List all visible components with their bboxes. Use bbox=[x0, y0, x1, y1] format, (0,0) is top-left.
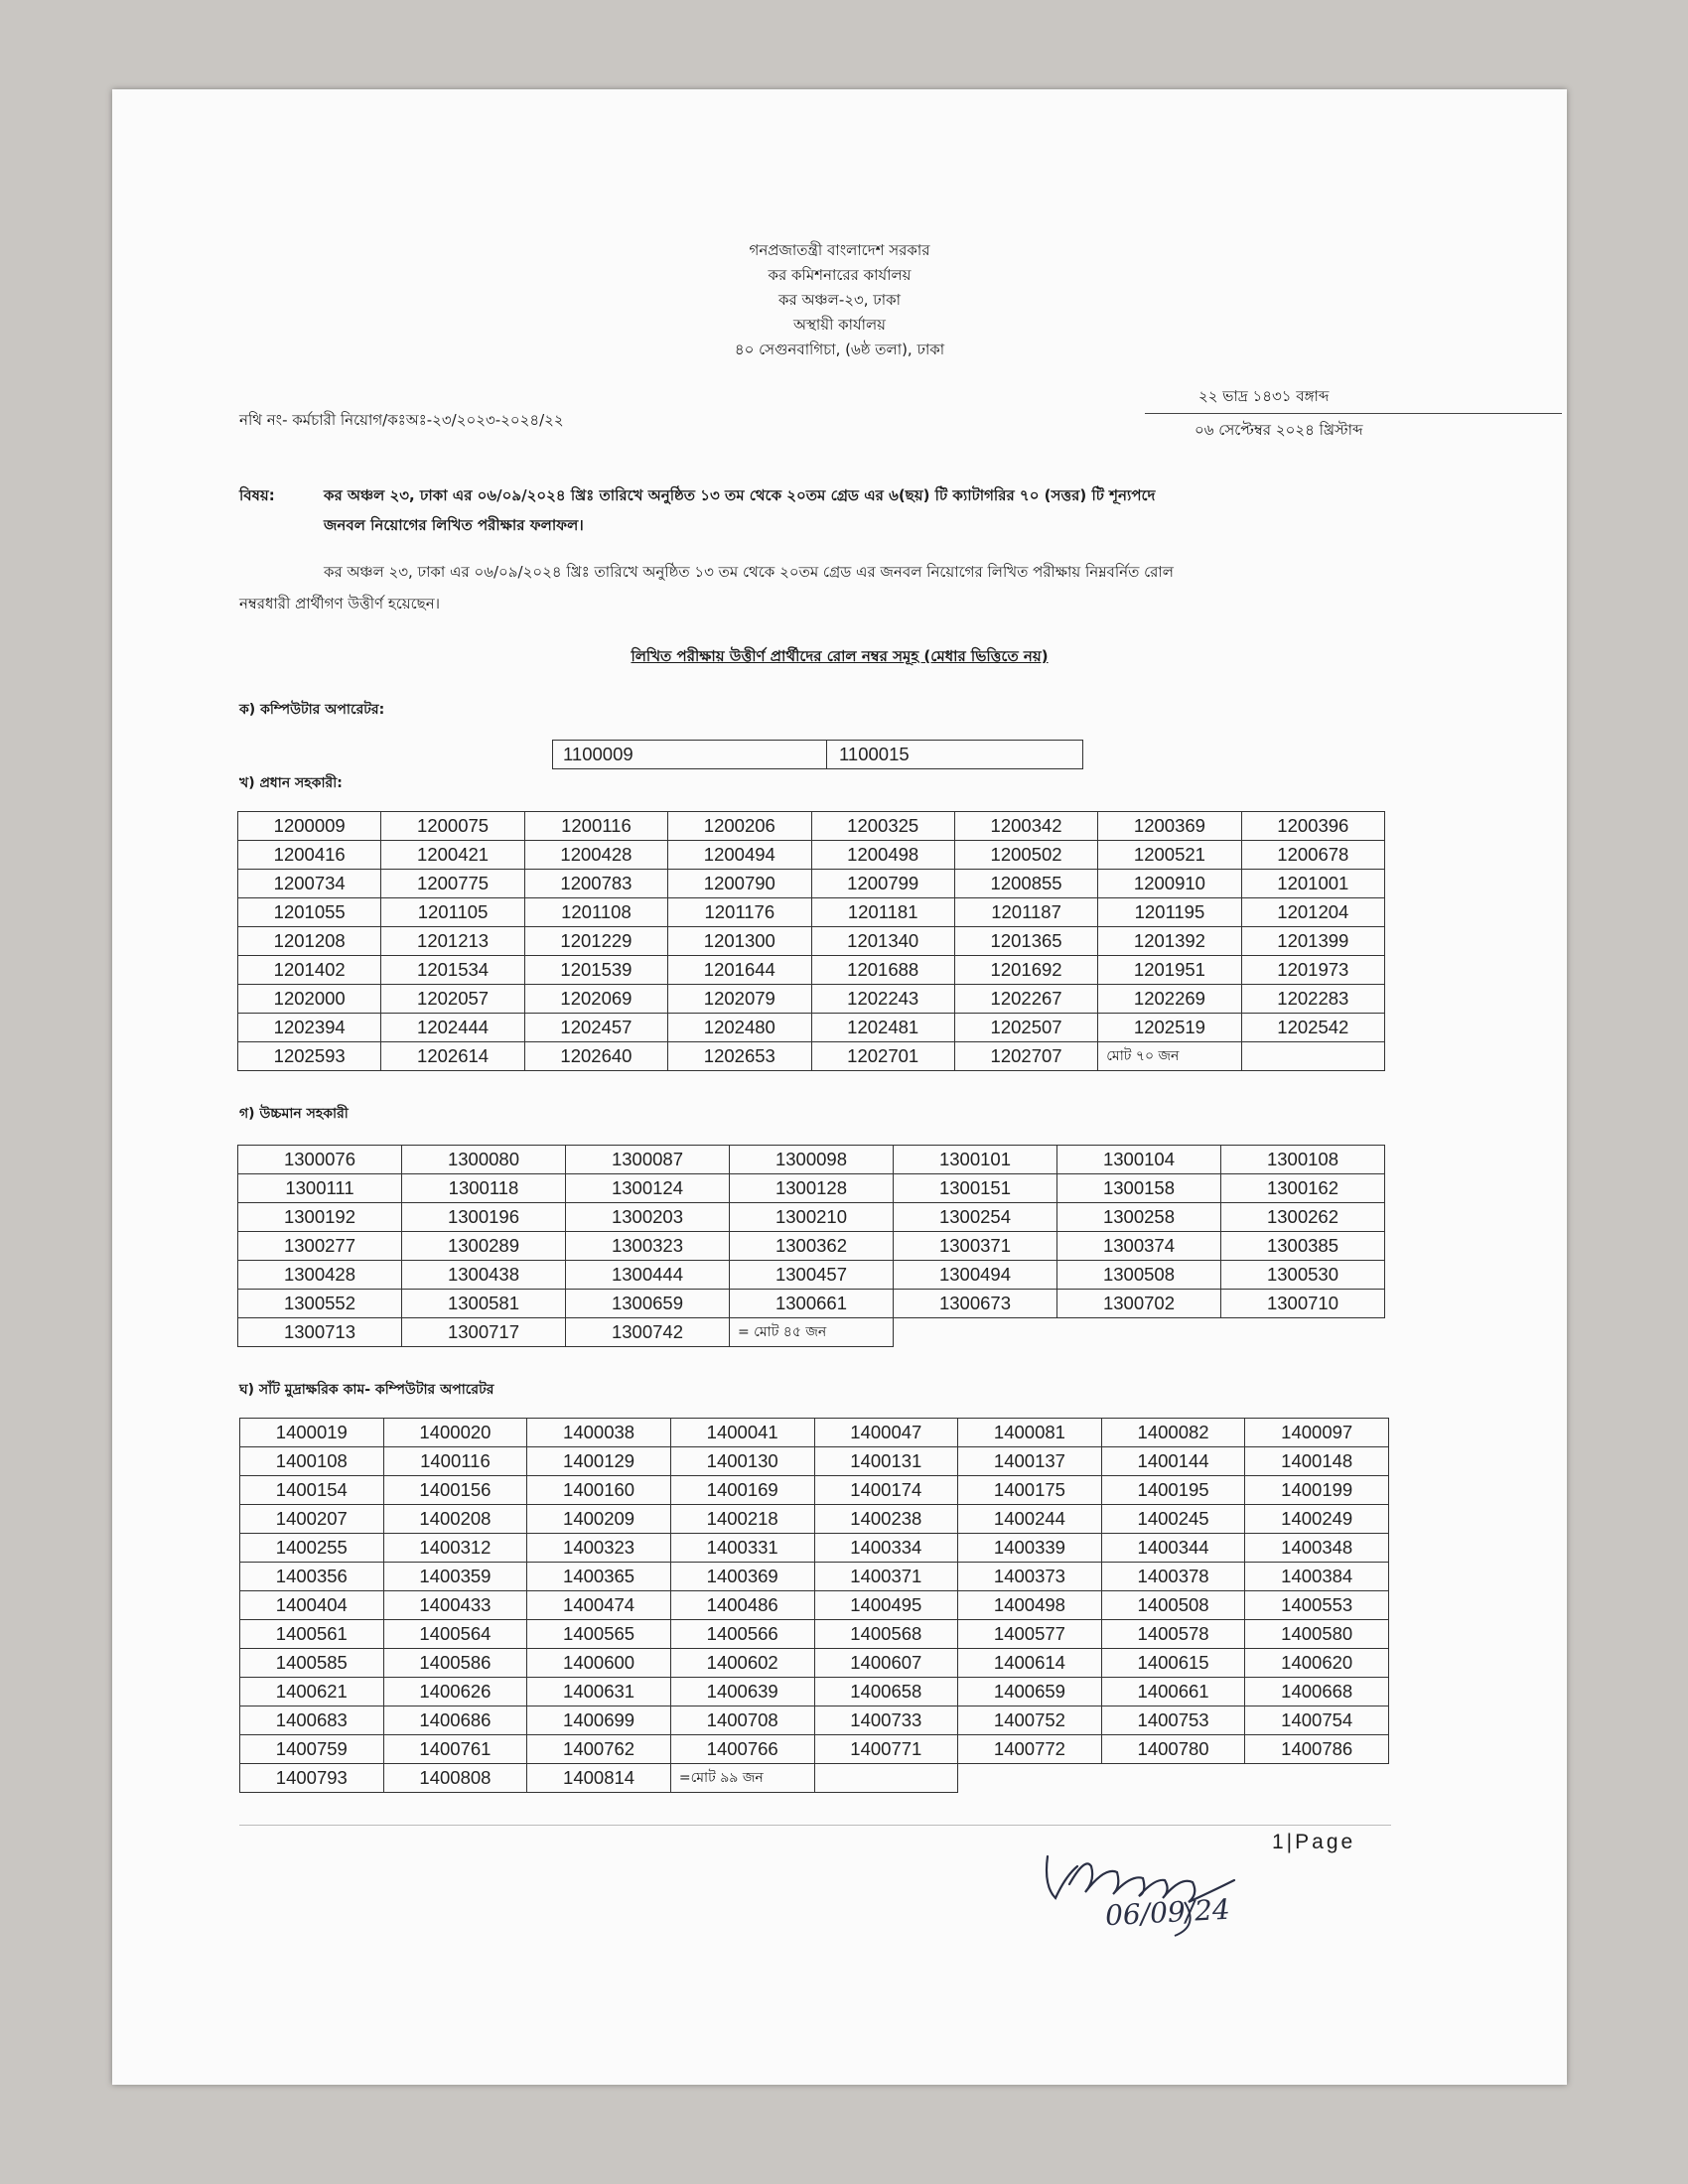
table-row bbox=[238, 1232, 1385, 1261]
roll-cell: 1400384 bbox=[1245, 1563, 1389, 1591]
roll-cell: 1202481 bbox=[811, 1014, 954, 1042]
roll-cell: 1300742 bbox=[566, 1318, 730, 1347]
roll-cell: 1400586 bbox=[383, 1649, 527, 1678]
roll-cell: 1300289 bbox=[402, 1232, 566, 1261]
subject-line-2: জনবল নিয়োগের লিখিত পরীক্ষার ফলাফল। bbox=[324, 516, 584, 534]
roll-cell: 1400356 bbox=[240, 1563, 384, 1591]
roll-cell: 1200855 bbox=[954, 870, 1097, 898]
roll-cell: 1202269 bbox=[1098, 985, 1241, 1014]
roll-cell: 1300713 bbox=[238, 1318, 402, 1347]
roll-cell: 1300196 bbox=[402, 1203, 566, 1232]
roll-cell: 1400129 bbox=[527, 1447, 671, 1476]
table-row bbox=[240, 1447, 1389, 1476]
roll-cell: 1400097 bbox=[1245, 1419, 1389, 1447]
roll-cell: 1400761 bbox=[383, 1735, 527, 1764]
roll-cell: 1201973 bbox=[1241, 956, 1384, 985]
roll-cell: 1201692 bbox=[954, 956, 1097, 985]
roll-cell: 1300118 bbox=[402, 1174, 566, 1203]
roll-cell: 1300581 bbox=[402, 1290, 566, 1318]
roll-cell: 1400218 bbox=[670, 1505, 814, 1534]
table-row bbox=[240, 1678, 1389, 1706]
roll-cell: 1400668 bbox=[1245, 1678, 1389, 1706]
body-paragraph-line-1: কর অঞ্চল ২৩, ঢাকা এর ০৬/০৯/২০২৪ খ্রিঃ তারিখে অনুষ্ঠিত ১৩ তম থেকে ২০তম গ্রেড এর জনবল নিয়োগের লিখিত পরীক্ষায় নিম্নবর্নিত রোল bbox=[324, 563, 1174, 581]
roll-cell: 1300151 bbox=[894, 1174, 1057, 1203]
roll-cell: 1400209 bbox=[527, 1505, 671, 1534]
roll-cell: 1400144 bbox=[1101, 1447, 1245, 1476]
roll-cell: 1400508 bbox=[1101, 1591, 1245, 1620]
roll-cell: 1300457 bbox=[730, 1261, 894, 1290]
roll-cell: 1201001 bbox=[1241, 870, 1384, 898]
roll-cell: 1400323 bbox=[527, 1534, 671, 1563]
roll-cell: 1201108 bbox=[524, 898, 667, 927]
roll-cell: 1400620 bbox=[1245, 1649, 1389, 1678]
empty-cell bbox=[1101, 1764, 1245, 1793]
roll-cell: 1300428 bbox=[238, 1261, 402, 1290]
roll-cell: 1300710 bbox=[1221, 1290, 1385, 1318]
roll-cell: 1400733 bbox=[814, 1706, 958, 1735]
table-row bbox=[240, 1649, 1389, 1678]
roll-cell: 1400658 bbox=[814, 1678, 958, 1706]
roll-cell: 1300128 bbox=[730, 1174, 894, 1203]
table-row bbox=[238, 985, 1385, 1014]
roll-cell: 1300124 bbox=[566, 1174, 730, 1203]
roll-cell: 1200009 bbox=[238, 812, 381, 841]
roll-cell: 1400344 bbox=[1101, 1534, 1245, 1563]
subject-line-1: কর অঞ্চল ২৩, ঢাকা এর ০৬/০৯/২০২৪ খ্রিঃ তারিখে অনুষ্ঠিত ১৩ তম থেকে ২০তম গ্রেড এর ৬(ছয়) টি ক্যাটাগরির ৭০ (সত্তর) টি শূন্যপদে bbox=[324, 486, 1156, 504]
roll-cell: 1300098 bbox=[730, 1146, 894, 1174]
roll-cell: 1201340 bbox=[811, 927, 954, 956]
roll-cell: 1200799 bbox=[811, 870, 954, 898]
roll-cell: 1400602 bbox=[670, 1649, 814, 1678]
table-row bbox=[238, 812, 1385, 841]
roll-cell: 1400639 bbox=[670, 1678, 814, 1706]
roll-cell: 1300374 bbox=[1057, 1232, 1221, 1261]
roll-cell: 1202243 bbox=[811, 985, 954, 1014]
roll-cell: 1300087 bbox=[566, 1146, 730, 1174]
empty-cell bbox=[894, 1318, 1057, 1347]
roll-cell: 1400339 bbox=[958, 1534, 1102, 1563]
roll-cell: 1202542 bbox=[1241, 1014, 1384, 1042]
roll-cell: 1300385 bbox=[1221, 1232, 1385, 1261]
computer-operator-table bbox=[552, 740, 1083, 769]
table-row bbox=[553, 741, 1083, 769]
roll-cell: 1400759 bbox=[240, 1735, 384, 1764]
roll-cell: 1400600 bbox=[527, 1649, 671, 1678]
table-row bbox=[238, 927, 1385, 956]
table-row bbox=[238, 956, 1385, 985]
table-row bbox=[240, 1706, 1389, 1735]
roll-cell: 1400699 bbox=[527, 1706, 671, 1735]
roll-cell: 1200075 bbox=[381, 812, 524, 841]
roll-cell: 1400041 bbox=[670, 1419, 814, 1447]
empty-cell bbox=[1245, 1764, 1389, 1793]
roll-cell: 1200369 bbox=[1098, 812, 1241, 841]
roll-cell: 1400659 bbox=[958, 1678, 1102, 1706]
roll-cell: 1201688 bbox=[811, 956, 954, 985]
table-row bbox=[240, 1476, 1389, 1505]
table-row bbox=[238, 1203, 1385, 1232]
roll-cell: 1201181 bbox=[811, 898, 954, 927]
roll-cell: 1200342 bbox=[954, 812, 1097, 841]
roll-cell: 1400578 bbox=[1101, 1620, 1245, 1649]
roll-cell: 1400474 bbox=[527, 1591, 671, 1620]
table-row bbox=[238, 841, 1385, 870]
total-cell: = মোট ৪৫ জন bbox=[730, 1318, 894, 1347]
roll-cell: 1201402 bbox=[238, 956, 381, 985]
date-english: ০৬ সেপ্টেম্বর ২০২৪ খ্রিস্টাব্দ bbox=[1195, 421, 1363, 439]
empty-cell bbox=[1221, 1318, 1385, 1347]
total-cell: =মোট ৯৯ জন bbox=[670, 1764, 814, 1793]
roll-cell: 1400793 bbox=[240, 1764, 384, 1793]
date-bangla: ২২ ভাদ্র ১৪৩১ বঙ্গাব্দ bbox=[1198, 387, 1330, 405]
roll-cell: 1400378 bbox=[1101, 1563, 1245, 1591]
roll-cell: 1400038 bbox=[527, 1419, 671, 1447]
roll-cell: 1400486 bbox=[670, 1591, 814, 1620]
roll-cell: 1400373 bbox=[958, 1563, 1102, 1591]
header-line-address: ৪০ সেগুনবাগিচা, (৬ষ্ঠ তলা), ঢাকা bbox=[734, 341, 945, 358]
roll-cell: 1400348 bbox=[1245, 1534, 1389, 1563]
roll-cell: 1400433 bbox=[383, 1591, 527, 1620]
roll-cell: 1300262 bbox=[1221, 1203, 1385, 1232]
roll-cell: 1400708 bbox=[670, 1706, 814, 1735]
section-title-computer-operator: ক) কম্পিউটার অপারেটর: bbox=[239, 702, 385, 718]
table-row bbox=[238, 1261, 1385, 1290]
roll-cell: 1202283 bbox=[1241, 985, 1384, 1014]
roll-cell: 1400019 bbox=[240, 1419, 384, 1447]
roll-cell: 1400082 bbox=[1101, 1419, 1245, 1447]
roll-cell: 1201644 bbox=[668, 956, 811, 985]
table-row bbox=[238, 1146, 1385, 1174]
roll-cell: 1100009 bbox=[553, 741, 827, 769]
section-title-head-assistant: খ) প্রধান সহকারী: bbox=[239, 775, 343, 791]
roll-cell: 1300661 bbox=[730, 1290, 894, 1318]
header-line-temporary: অস্থায়ী কার্যালয় bbox=[792, 316, 886, 334]
table-row bbox=[240, 1735, 1389, 1764]
roll-cell: 1400130 bbox=[670, 1447, 814, 1476]
roll-cell: 1400780 bbox=[1101, 1735, 1245, 1764]
roll-cell: 1300076 bbox=[238, 1146, 402, 1174]
roll-cell: 1400762 bbox=[527, 1735, 671, 1764]
date-divider bbox=[1145, 413, 1562, 414]
roll-cell: 1400553 bbox=[1245, 1591, 1389, 1620]
roll-cell: 1202267 bbox=[954, 985, 1097, 1014]
roll-cell: 1202000 bbox=[238, 985, 381, 1014]
roll-cell: 1400116 bbox=[383, 1447, 527, 1476]
roll-cell: 1200910 bbox=[1098, 870, 1241, 898]
roll-cell: 1201204 bbox=[1241, 898, 1384, 927]
roll-cell: 1300203 bbox=[566, 1203, 730, 1232]
roll-cell: 1201229 bbox=[524, 927, 667, 956]
table-row bbox=[240, 1591, 1389, 1620]
roll-cell: 1400626 bbox=[383, 1678, 527, 1706]
roll-cell: 1400195 bbox=[1101, 1476, 1245, 1505]
roll-cell: 1201534 bbox=[381, 956, 524, 985]
roll-cell: 1400365 bbox=[527, 1563, 671, 1591]
roll-cell: 1400137 bbox=[958, 1447, 1102, 1476]
file-number: নথি নং- কর্মচারী নিয়োগ/কঃঅঃ-২৩/২০২৩-২০২৪/২২ bbox=[239, 411, 564, 429]
empty-cell bbox=[958, 1764, 1102, 1793]
roll-cell: 1202444 bbox=[381, 1014, 524, 1042]
roll-cell: 1202653 bbox=[668, 1042, 811, 1071]
subject-text bbox=[324, 480, 1535, 540]
roll-cell: 1400561 bbox=[240, 1620, 384, 1649]
roll-cell: 1400369 bbox=[670, 1563, 814, 1591]
roll-cell: 1201300 bbox=[668, 927, 811, 956]
roll-cell: 1300162 bbox=[1221, 1174, 1385, 1203]
roll-cell: 1300277 bbox=[238, 1232, 402, 1261]
roll-cell: 1400615 bbox=[1101, 1649, 1245, 1678]
roll-cell: 1400334 bbox=[814, 1534, 958, 1563]
roll-cell: 1400245 bbox=[1101, 1505, 1245, 1534]
roll-cell: 1400495 bbox=[814, 1591, 958, 1620]
roll-cell: 1200396 bbox=[1241, 812, 1384, 841]
roll-cell: 1400752 bbox=[958, 1706, 1102, 1735]
roll-cell: 1300508 bbox=[1057, 1261, 1221, 1290]
roll-cell: 1400580 bbox=[1245, 1620, 1389, 1649]
roll-cell: 1202701 bbox=[811, 1042, 954, 1071]
roll-cell: 1200421 bbox=[381, 841, 524, 870]
page-number: 1|Page bbox=[1272, 1831, 1356, 1853]
roll-cell: 1400312 bbox=[383, 1534, 527, 1563]
roll-cell: 1400607 bbox=[814, 1649, 958, 1678]
stenotypist-table bbox=[239, 1418, 1389, 1793]
roll-cell: 1202519 bbox=[1098, 1014, 1241, 1042]
roll-cell: 1400244 bbox=[958, 1505, 1102, 1534]
roll-cell: 1200116 bbox=[524, 812, 667, 841]
roll-cell: 1400621 bbox=[240, 1678, 384, 1706]
roll-cell: 1200521 bbox=[1098, 841, 1241, 870]
roll-cell: 1202707 bbox=[954, 1042, 1097, 1071]
roll-cell: 1400108 bbox=[240, 1447, 384, 1476]
roll-cell: 1400614 bbox=[958, 1649, 1102, 1678]
roll-cell: 1200325 bbox=[811, 812, 954, 841]
roll-cell: 1202614 bbox=[381, 1042, 524, 1071]
roll-cell: 1400154 bbox=[240, 1476, 384, 1505]
roll-cell: 1400047 bbox=[814, 1419, 958, 1447]
list-title: লিখিত পরীক্ষায় উত্তীর্ণ প্রার্থীদের রোল নম্বর সমূহ (মেধার ভিত্তিতে নয়) bbox=[631, 647, 1049, 665]
roll-cell: 1400564 bbox=[383, 1620, 527, 1649]
roll-cell: 1300362 bbox=[730, 1232, 894, 1261]
roll-cell: 1200783 bbox=[524, 870, 667, 898]
roll-cell: 1400566 bbox=[670, 1620, 814, 1649]
head-assistant-table bbox=[237, 811, 1385, 1071]
roll-cell: 1400148 bbox=[1245, 1447, 1389, 1476]
roll-cell: 1400568 bbox=[814, 1620, 958, 1649]
roll-cell: 1201055 bbox=[238, 898, 381, 927]
body-paragraph-line-2: নম্বরধারী প্রার্থীগণ উত্তীর্ণ হয়েছেন। bbox=[239, 595, 441, 613]
roll-cell: 1201195 bbox=[1098, 898, 1241, 927]
roll-cell: 1300552 bbox=[238, 1290, 402, 1318]
roll-cell: 1200206 bbox=[668, 812, 811, 841]
roll-cell: 1201213 bbox=[381, 927, 524, 956]
roll-cell: 1400808 bbox=[383, 1764, 527, 1793]
roll-cell: 1400753 bbox=[1101, 1706, 1245, 1735]
roll-cell: 1202507 bbox=[954, 1014, 1097, 1042]
roll-cell: 1400565 bbox=[527, 1620, 671, 1649]
roll-cell: 1202079 bbox=[668, 985, 811, 1014]
roll-cell: 1300111 bbox=[238, 1174, 402, 1203]
roll-cell: 1201951 bbox=[1098, 956, 1241, 985]
roll-cell: 1400081 bbox=[958, 1419, 1102, 1447]
roll-cell: 1400661 bbox=[1101, 1678, 1245, 1706]
total-cell: মোট ৭০ জন bbox=[1098, 1042, 1241, 1071]
subject-label: বিষয়: bbox=[239, 486, 275, 504]
roll-cell: 1201539 bbox=[524, 956, 667, 985]
roll-cell: 1400631 bbox=[527, 1678, 671, 1706]
roll-cell: 1400169 bbox=[670, 1476, 814, 1505]
roll-cell: 1400754 bbox=[1245, 1706, 1389, 1735]
roll-cell: 1400683 bbox=[240, 1706, 384, 1735]
table-row bbox=[238, 1174, 1385, 1203]
roll-cell: 1200494 bbox=[668, 841, 811, 870]
roll-cell: 1400255 bbox=[240, 1534, 384, 1563]
upper-assistant-table bbox=[237, 1145, 1385, 1347]
roll-cell: 1202593 bbox=[238, 1042, 381, 1071]
table-row bbox=[238, 1318, 1385, 1347]
roll-cell: 1400498 bbox=[958, 1591, 1102, 1620]
roll-cell: 1300673 bbox=[894, 1290, 1057, 1318]
roll-cell: 1400585 bbox=[240, 1649, 384, 1678]
roll-cell bbox=[814, 1764, 958, 1793]
section-title-stenotypist: ঘ) সাঁট মুদ্রাক্ষরিক কাম- কম্পিউটার অপারেটর bbox=[239, 1382, 494, 1398]
roll-cell: 1400208 bbox=[383, 1505, 527, 1534]
roll-cell: 1400772 bbox=[958, 1735, 1102, 1764]
roll-cell: 1300530 bbox=[1221, 1261, 1385, 1290]
roll-cell: 1400174 bbox=[814, 1476, 958, 1505]
document-page bbox=[112, 89, 1567, 2085]
roll-cell bbox=[1241, 1042, 1384, 1071]
empty-cell bbox=[1057, 1318, 1221, 1347]
roll-cell: 1300323 bbox=[566, 1232, 730, 1261]
roll-cell: 1202640 bbox=[524, 1042, 667, 1071]
roll-cell: 1400131 bbox=[814, 1447, 958, 1476]
roll-cell: 1300101 bbox=[894, 1146, 1057, 1174]
roll-cell: 1400199 bbox=[1245, 1476, 1389, 1505]
roll-cell: 1200416 bbox=[238, 841, 381, 870]
roll-cell: 1200498 bbox=[811, 841, 954, 870]
roll-cell: 1400766 bbox=[670, 1735, 814, 1764]
table-row bbox=[240, 1419, 1389, 1447]
roll-cell: 1300104 bbox=[1057, 1146, 1221, 1174]
table-row bbox=[240, 1620, 1389, 1649]
roll-cell: 1400156 bbox=[383, 1476, 527, 1505]
roll-cell: 1201187 bbox=[954, 898, 1097, 927]
table-row bbox=[240, 1563, 1389, 1591]
roll-cell: 1202457 bbox=[524, 1014, 667, 1042]
roll-cell: 1202057 bbox=[381, 985, 524, 1014]
roll-cell: 1200775 bbox=[381, 870, 524, 898]
roll-cell: 1201392 bbox=[1098, 927, 1241, 956]
header-line-government: গনপ্রজাতন্ত্রী বাংলাদেশ সরকার bbox=[749, 241, 930, 259]
roll-cell: 1400160 bbox=[527, 1476, 671, 1505]
table-row bbox=[238, 1014, 1385, 1042]
roll-cell: 1400020 bbox=[383, 1419, 527, 1447]
roll-cell: 1400249 bbox=[1245, 1505, 1389, 1534]
roll-cell: 1202480 bbox=[668, 1014, 811, 1042]
footer-divider bbox=[239, 1825, 1391, 1826]
table-row bbox=[238, 1042, 1385, 1071]
roll-cell: 1300371 bbox=[894, 1232, 1057, 1261]
roll-cell: 1400331 bbox=[670, 1534, 814, 1563]
roll-cell: 1400359 bbox=[383, 1563, 527, 1591]
roll-cell: 1300080 bbox=[402, 1146, 566, 1174]
roll-cell: 1400207 bbox=[240, 1505, 384, 1534]
roll-cell: 1200428 bbox=[524, 841, 667, 870]
office-header bbox=[112, 238, 1567, 362]
roll-cell: 1300717 bbox=[402, 1318, 566, 1347]
roll-cell: 1400175 bbox=[958, 1476, 1102, 1505]
roll-cell: 1201176 bbox=[668, 898, 811, 927]
roll-cell: 1400577 bbox=[958, 1620, 1102, 1649]
roll-cell: 1300702 bbox=[1057, 1290, 1221, 1318]
roll-cell: 1300494 bbox=[894, 1261, 1057, 1290]
header-line-office: কর কমিশনারের কার্যালয় bbox=[768, 266, 912, 284]
roll-cell: 1201399 bbox=[1241, 927, 1384, 956]
roll-cell: 1202394 bbox=[238, 1014, 381, 1042]
roll-cell: 1400786 bbox=[1245, 1735, 1389, 1764]
roll-cell: 1200790 bbox=[668, 870, 811, 898]
table-row bbox=[240, 1505, 1389, 1534]
roll-cell: 1201365 bbox=[954, 927, 1097, 956]
roll-cell: 1400814 bbox=[527, 1764, 671, 1793]
roll-cell: 1300192 bbox=[238, 1203, 402, 1232]
roll-cell: 1300210 bbox=[730, 1203, 894, 1232]
roll-cell: 1400686 bbox=[383, 1706, 527, 1735]
roll-cell: 1202069 bbox=[524, 985, 667, 1014]
roll-cell: 1300258 bbox=[1057, 1203, 1221, 1232]
roll-cell: 1200678 bbox=[1241, 841, 1384, 870]
section-title-upper-assistant: গ) উচ্চমান সহকারী bbox=[239, 1106, 349, 1122]
table-row bbox=[240, 1534, 1389, 1563]
roll-cell: 1100015 bbox=[827, 741, 1083, 769]
roll-cell: 1200734 bbox=[238, 870, 381, 898]
roll-cell: 1300254 bbox=[894, 1203, 1057, 1232]
roll-cell: 1400238 bbox=[814, 1505, 958, 1534]
roll-cell: 1201105 bbox=[381, 898, 524, 927]
table-row bbox=[238, 870, 1385, 898]
table-row bbox=[238, 898, 1385, 927]
roll-cell: 1400771 bbox=[814, 1735, 958, 1764]
roll-cell: 1300444 bbox=[566, 1261, 730, 1290]
signature-date: 06/09/24 bbox=[1104, 1892, 1231, 1933]
roll-cell: 1300659 bbox=[566, 1290, 730, 1318]
table-row bbox=[238, 1290, 1385, 1318]
roll-cell: 1201208 bbox=[238, 927, 381, 956]
roll-cell: 1300438 bbox=[402, 1261, 566, 1290]
header-line-zone: কর অঞ্চল-২৩, ঢাকা bbox=[778, 291, 901, 309]
roll-cell: 1300108 bbox=[1221, 1146, 1385, 1174]
table-row bbox=[240, 1764, 1389, 1793]
roll-cell: 1300158 bbox=[1057, 1174, 1221, 1203]
roll-cell: 1400404 bbox=[240, 1591, 384, 1620]
roll-cell: 1400371 bbox=[814, 1563, 958, 1591]
roll-cell: 1200502 bbox=[954, 841, 1097, 870]
